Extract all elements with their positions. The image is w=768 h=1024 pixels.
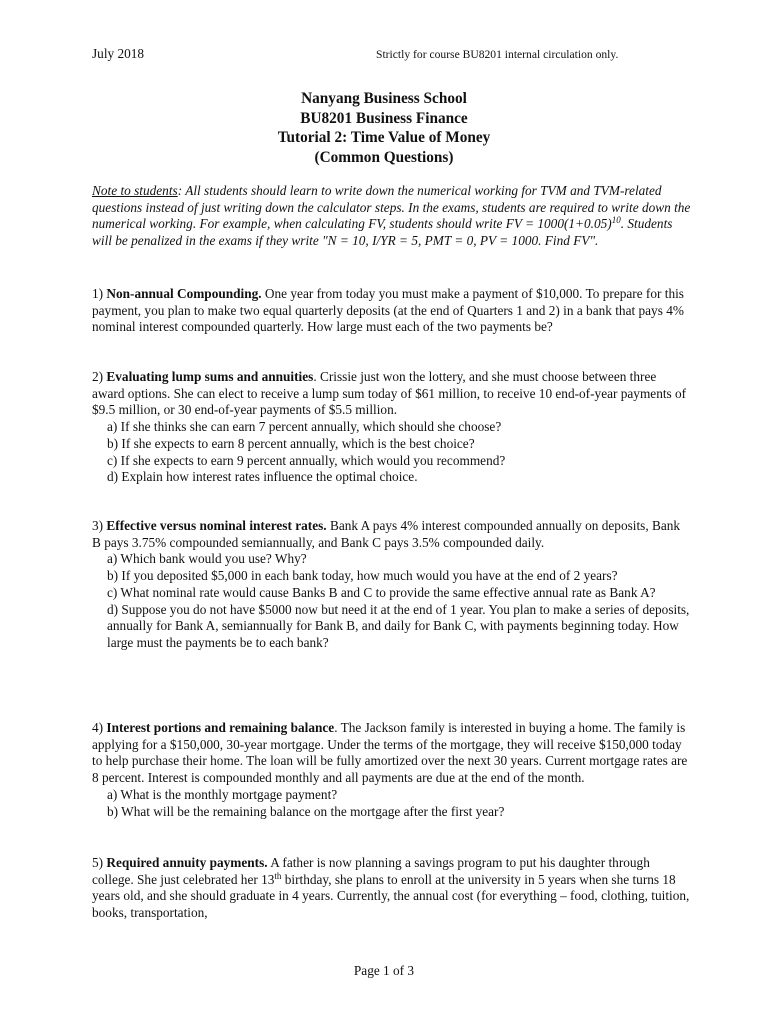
q5-text-2: birthday, she plans to enroll at the university in 5 years when she turns 18 years old, and she should graduate in 4 years. Currently, the annual cost (for everything – food, clothing, tuition, books, transportation, — [92, 871, 690, 921]
q3-heading: Effective versus nominal interest rates. — [106, 518, 327, 533]
note-label: Note to students — [92, 183, 178, 198]
q5-text-1: A father is now planning a savings program to put his daughter through college. She just celebrated her 13 — [92, 855, 650, 887]
title-subtitle: (Common Questions) — [314, 148, 454, 166]
note-exponent: 10 — [611, 215, 621, 226]
title-course: BU8201 Business Finance — [300, 109, 468, 127]
q1-heading: Non-annual Compounding. — [106, 286, 262, 301]
document-title — [0, 89, 768, 167]
q2-part-c: c) If she expects to earn 9 percent annually, which would you recommend? — [107, 452, 506, 468]
note-to-students — [92, 183, 692, 250]
note-text-1: : All students should learn to write down the numerical working for TVM and TVM-related questions instead of just writing down the calculator steps. In the exams, students are required to write down the numerical working. For example, when calculating FV, students should write FV = 1000(1+0.05) — [92, 183, 691, 232]
question-5 — [92, 855, 692, 922]
note-text-2: . Students will be penalized in the exams if they write "N = 10, I/YR = 5, PMT = 0, PV = 1000. Find FV". — [92, 216, 673, 249]
q3-part-a: a) Which bank would you use? Why? — [107, 551, 307, 567]
question-1 — [92, 286, 692, 336]
q2-heading: Evaluating lump sums and annuities — [106, 369, 314, 384]
title-school: Nanyang Business School — [301, 90, 467, 107]
q2-part-d: d) Explain how interest rates influence the optimal choice. — [107, 469, 418, 485]
title-tutorial: Tutorial 2: Time Value of Money — [277, 129, 491, 146]
q2-part-b: b) If she expects to earn 8 percent annually, which is the best choice? — [107, 435, 475, 451]
q3-part-c: c) What nominal rate would cause Banks B and C to provide the same effective annual rate as Bank A? — [107, 584, 656, 600]
q4-part-b: b) What will be the remaining balance on the mortgage after the first year? — [107, 803, 505, 819]
page-number: Page 1 of 3 — [353, 963, 415, 978]
q1-number: 1) — [92, 286, 107, 301]
q4-heading: Interest portions and remaining balance — [106, 720, 335, 735]
q2-part-a: a) If she thinks she can earn 7 percent annually, which should she choose? — [107, 419, 502, 435]
q5-superscript: th — [274, 870, 282, 881]
q4-text: . The Jackson family is interested in buying a home. The family is applying for a $150,000, 30-year mortgage. Under the terms of the mortgage, they will receive $150,000 today to help purchase their home. The loan will be fully amortized over the next 30 years. Current mortgage rates are 8 percent. Interest is compounded monthly and all payments are due at the end of the month. — [92, 720, 688, 786]
header-date: July 2018 — [92, 46, 145, 61]
q2-text: . Crissie just won the lottery, and she must choose between three award options. She can elect to receive a lump sum today of $61 million, to receive 10 end-of-year payments of $9.5 million, or 30 end-of-year payments of $5.5 million. — [92, 369, 687, 418]
q1-text: One year from today you must make a payment of $10,000. To prepare for this payment, you plan to make two equal quarterly deposits (at the end of Quarters 1 and 2) in a bank that pays 4% nominal interest compounded quarterly. How large must each of the two payments be? — [92, 286, 684, 335]
q5-number: 5) — [92, 855, 107, 870]
q5-heading: Required annuity payments. — [106, 855, 268, 870]
q3-text: Bank A pays 4% interest compounded annually on deposits, Bank B pays 3.75% compounded semiannually, and Bank C pays 3.5% compounded daily. — [92, 518, 681, 550]
q4-number: 4) — [92, 720, 107, 735]
q3-part-b: b) If you deposited $5,000 in each bank today, how much would you have at the end of 2 years? — [107, 568, 618, 584]
question-3 — [92, 518, 692, 652]
question-4 — [92, 720, 692, 820]
q2-number: 2) — [92, 369, 107, 384]
question-2 — [92, 369, 692, 486]
header-circulation-notice: Strictly for course BU8201 internal circulation only. — [376, 48, 619, 61]
q3-part-d: d) Suppose you do not have $5000 now but need it at the end of 1 year. You plan to make a series of deposits, annually for Bank A, semiannually for Bank B, and daily for Bank C, with payments beginning today. How large must the payments be to each bank? — [107, 601, 690, 650]
q3-number: 3) — [92, 518, 107, 533]
q4-part-a: a) What is the monthly mortgage payment? — [107, 786, 338, 802]
